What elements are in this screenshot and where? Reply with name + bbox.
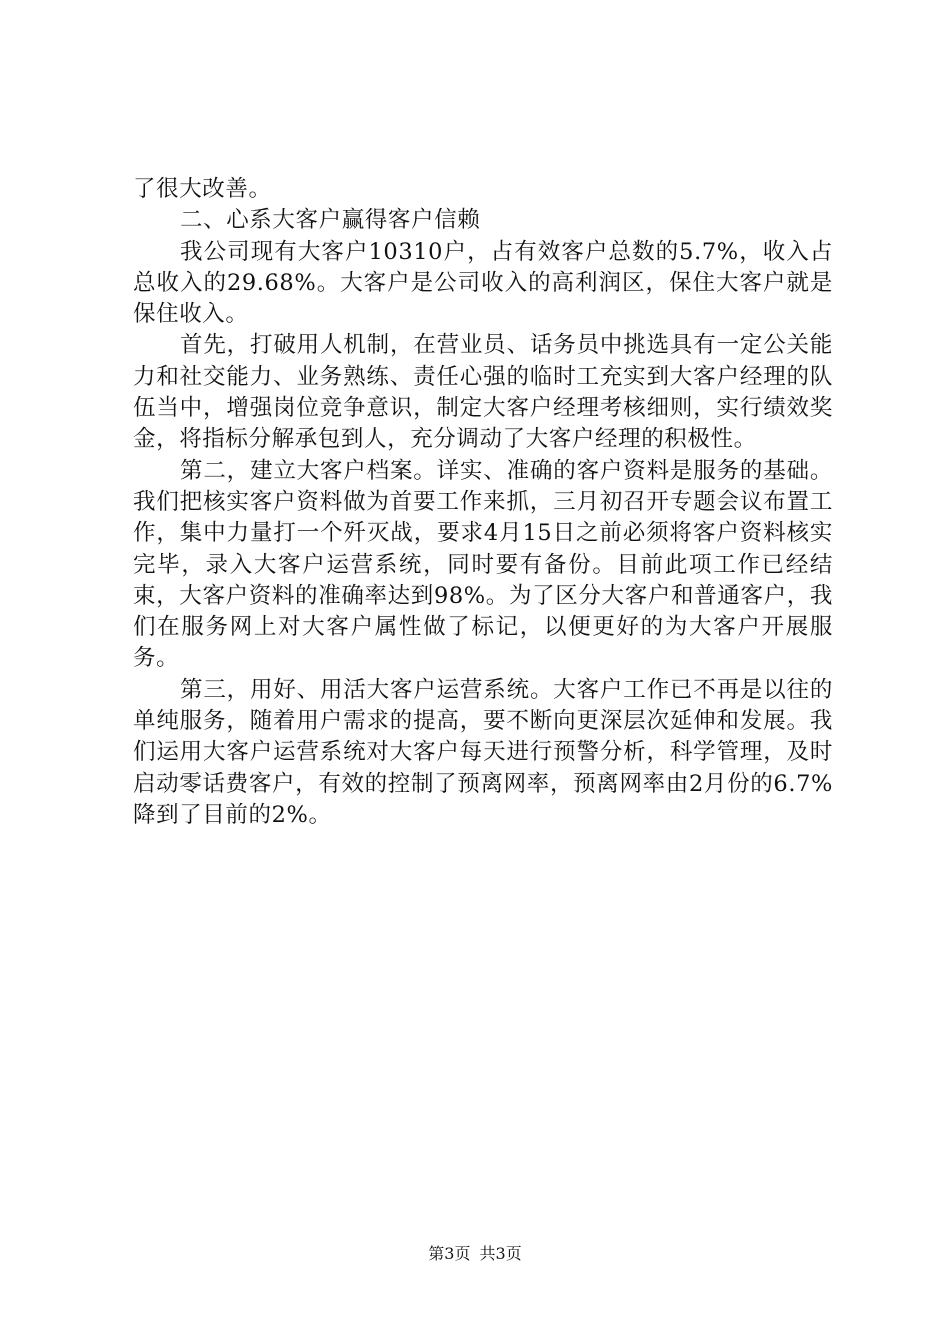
document-body <box>133 174 833 831</box>
paragraph-first: 首先，打破用人机制，在营业员、话务员中挑选具有一定公关能力和社交能力、业务熟练、责任心强的临时工充实到大客户经理的队伍当中，增强岗位竞争意识，制定大客户经理考核细则，实行绩效奖金，将指标分解承包到人，充分调动了大客户经理的积极性。 <box>133 332 833 453</box>
paragraph-continuation: 了很大改善。 <box>133 176 272 202</box>
paragraph-third: 第三，用好、用活大客户运营系统。大客户工作已不再是以往的单纯服务，随着用户需求的提高，要不断向更深层次延伸和发展。我们运用大客户运营系统对大客户每天进行预警分析，科学管理，及时启动零话费客户，有效的控制了预离网率，预离网率由2月份的6.7%降到了目前的2%。 <box>133 676 833 828</box>
section-heading: 二、心系大客户赢得客户信赖 <box>180 207 481 234</box>
page-footer <box>0 1243 950 1265</box>
paragraph-second: 第二，建立大客户档案。详实、准确的客户资料是服务的基础。我们把核实客户资料做为首要工作来抓，三月初召开专题会议布置工作，集中力量打一个歼灭战，要求4月15日之前必须将客户资料核实完毕，录入大客户运营系统，同时要有备份。目前此项工作已经结束，大客户资料的准确率达到98%。为了区分大客户和普通客户，我们在服务网上对大客户属性做了标记，以便更好的为大客户开展服务。 <box>133 457 833 672</box>
paragraph-big-customers: 我公司现有大客户10310户，占有效客户总数的5.7%，收入占总收入的29.68%。大客户是公司收入的高利润区，保住大客户就是保住收入。 <box>133 238 833 328</box>
page-number: 第3页 <box>428 1244 471 1263</box>
page-total: 共3页 <box>479 1244 522 1263</box>
